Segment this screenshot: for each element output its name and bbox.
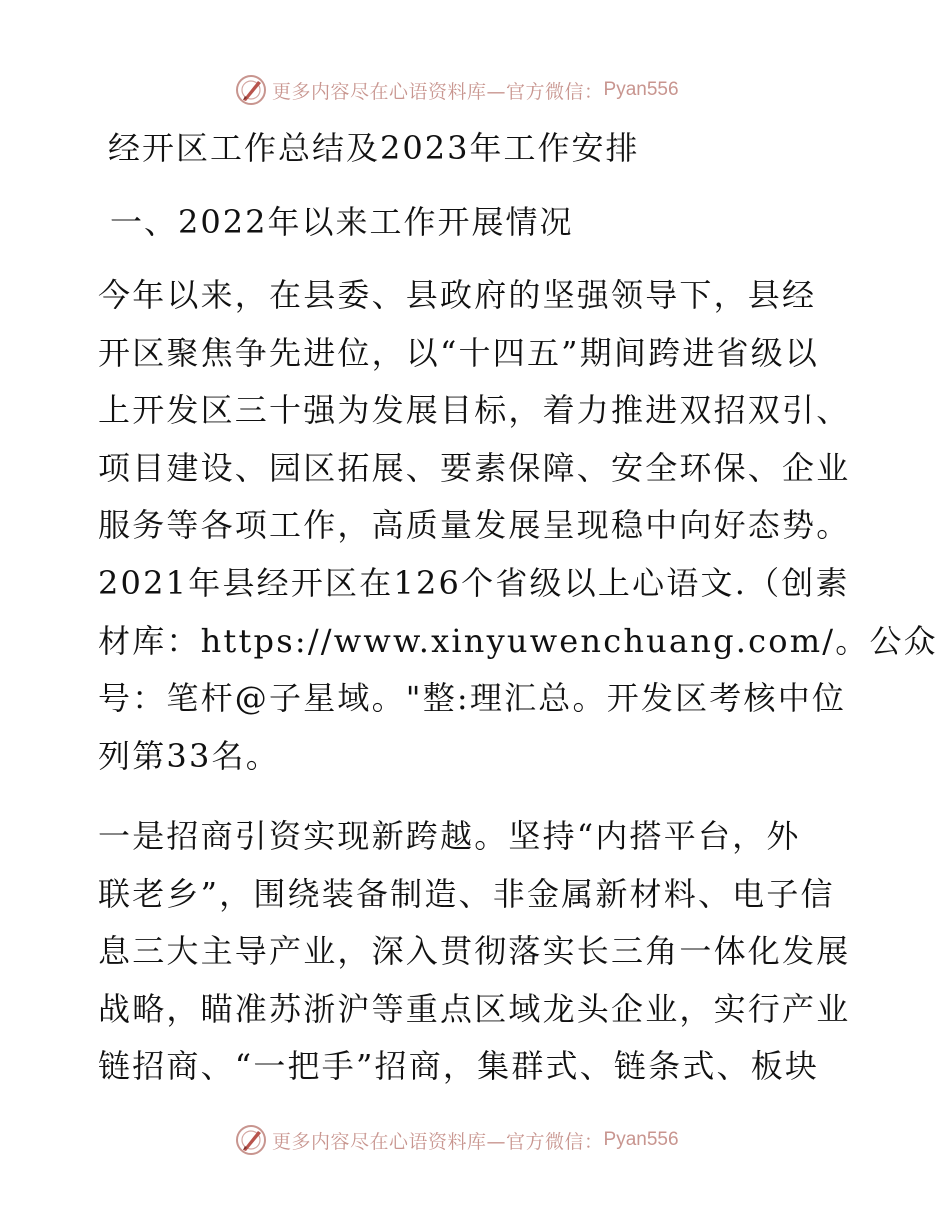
paragraph-line: 号：笔杆@子星域。"整:理汇总。开发区考核中位 — [98, 679, 847, 718]
watermark-text: 更多内容尽在心语资料库—官方微信： — [272, 80, 604, 103]
paragraph — [98, 267, 938, 785]
quill-pen-logo-icon — [234, 73, 268, 107]
paragraph-line: 战略，瞄准苏浙沪等重点区域龙头企业，实行产业 — [98, 989, 851, 1028]
paragraph-line: 息三大主导产业，深入贯彻落实长三角一体化发展 — [98, 932, 851, 971]
paragraph-line: 联老乡”，围绕装备制造、非金属新材料、电子信 — [98, 874, 835, 913]
paragraph-line: 今年以来，在县委、县政府的坚强领导下，县经 — [98, 276, 817, 314]
paragraph-line: 上开发区三十强为发展目标，着力推进双招双引、 — [98, 391, 851, 430]
paragraph-line: 开区聚焦争先进位，以“十四五”期间跨进省级以 — [98, 333, 820, 372]
watermark-wechat-id: Pyan556 — [603, 1129, 679, 1150]
paragraph-line: 材库：https://www.xinyuwenchuang.com/。公众 — [98, 621, 938, 660]
watermark-text: 更多内容尽在心语资料库—官方微信： — [272, 1130, 604, 1153]
section-heading: 一、2022年以来工作开展情况 — [110, 203, 574, 241]
watermark-header — [234, 73, 754, 107]
quill-pen-logo-icon — [234, 1123, 268, 1157]
paragraph-line: 一是招商引资实现新跨越。坚持“内搭平台，外 — [98, 817, 801, 855]
paragraph-line: 2021年县经开区在126个省级以上心语文.（创素 — [98, 563, 850, 602]
watermark-footer — [234, 1123, 754, 1157]
paragraph-line: 链招商、“一把手”招商，集群式、链条式、板块 — [98, 1047, 820, 1086]
paragraph-line: 服务等各项工作，高质量发展呈现稳中向好态势。 — [98, 506, 851, 545]
paragraph-line: 列第33名。 — [98, 736, 280, 775]
paragraph-line: 项目建设、园区拓展、要素保障、安全环保、企业 — [98, 448, 851, 487]
document-title: 经开区工作总结及2023年工作安排 — [108, 129, 640, 167]
paragraph — [98, 808, 850, 1096]
watermark-wechat-id: Pyan556 — [603, 79, 679, 100]
